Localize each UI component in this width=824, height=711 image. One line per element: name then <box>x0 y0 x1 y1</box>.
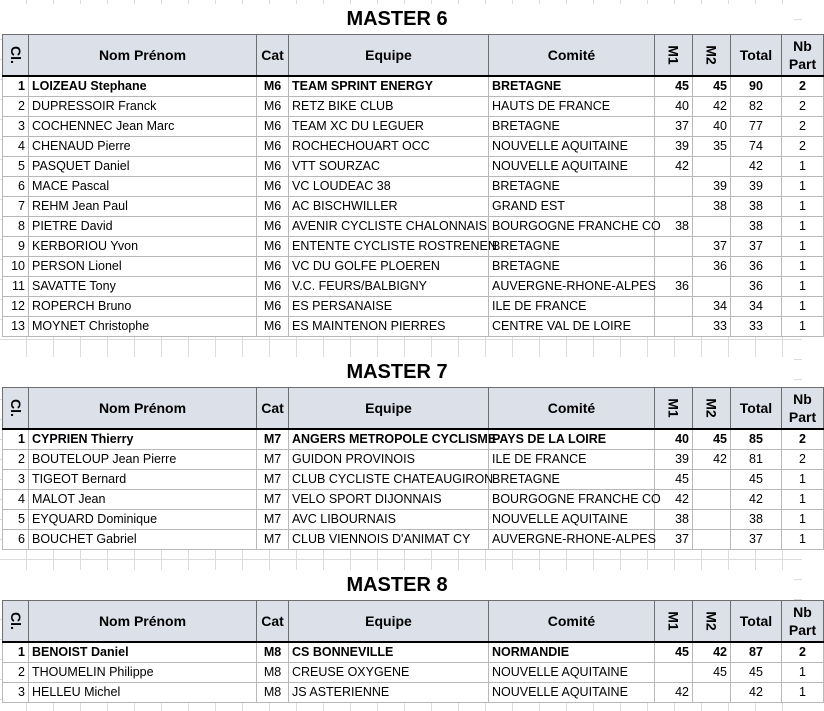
cell-m1[interactable]: 39 <box>655 137 693 157</box>
cell-nb-part[interactable]: 1 <box>782 490 824 510</box>
cell-committee[interactable]: NORMANDIE <box>489 642 655 663</box>
cell-nb-part[interactable]: 1 <box>782 683 824 703</box>
cell-name[interactable]: KERBORIOU Yvon <box>29 237 257 257</box>
cell-committee[interactable]: HAUTS DE FRANCE <box>489 97 655 117</box>
cell-cat[interactable]: M7 <box>257 510 289 530</box>
cell-m2[interactable]: 42 <box>693 97 731 117</box>
table-row <box>3 450 824 470</box>
cell-m1[interactable]: 40 <box>655 97 693 117</box>
cell-m2[interactable]: 39 <box>693 177 731 197</box>
header-m1-label: M1 <box>665 611 682 631</box>
cell-cat[interactable]: M6 <box>257 177 289 197</box>
header-name: Nom Prénom <box>29 601 257 643</box>
header-m2-label: M2 <box>703 398 720 418</box>
header-nb-part-line1: Nb <box>793 391 812 407</box>
cell-total[interactable]: 42 <box>731 683 782 703</box>
cell-m2[interactable]: 37 <box>693 237 731 257</box>
cell-total[interactable]: 36 <box>731 277 782 297</box>
cell-committee[interactable]: BRETAGNE <box>489 257 655 277</box>
cell-cat[interactable]: M6 <box>257 297 289 317</box>
cell-m1[interactable]: 45 <box>655 470 693 490</box>
cell-m2[interactable]: 42 <box>693 642 731 663</box>
header-cat: Cat <box>257 388 289 430</box>
cell-team[interactable]: ES PERSANAISE <box>289 297 489 317</box>
cell-rank[interactable]: 6 <box>3 177 29 197</box>
cell-team[interactable]: AC BISCHWILLER <box>289 197 489 217</box>
cell-m1[interactable] <box>655 297 693 317</box>
header-team: Equipe <box>289 388 489 430</box>
cell-m2[interactable]: 34 <box>693 297 731 317</box>
cell-committee[interactable]: BRETAGNE <box>489 237 655 257</box>
cell-team[interactable]: VELO SPORT DIJONNAIS <box>289 490 489 510</box>
cell-total[interactable]: 34 <box>731 297 782 317</box>
cell-team[interactable]: V.C. FEURS/BALBIGNY <box>289 277 489 297</box>
cell-nb-part[interactable]: 2 <box>782 76 824 97</box>
cell-cat[interactable]: M7 <box>257 450 289 470</box>
header-nb-part-line2: Part <box>788 56 817 72</box>
cell-team[interactable]: GUIDON PROVINOIS <box>289 450 489 470</box>
cell-nb-part[interactable]: 2 <box>782 429 824 450</box>
cell-team[interactable]: ENTENTE CYCLISTE ROSTRENEN <box>289 237 489 257</box>
header-m1-label: M1 <box>665 398 682 418</box>
cell-name[interactable]: MACE Pascal <box>29 177 257 197</box>
header-rank <box>3 388 29 430</box>
cell-m1[interactable] <box>655 237 693 257</box>
cell-committee[interactable]: BRETAGNE <box>489 117 655 137</box>
cell-total[interactable]: 36 <box>731 257 782 277</box>
cell-cat[interactable]: M8 <box>257 663 289 683</box>
table-row <box>3 197 824 217</box>
cell-rank[interactable]: 9 <box>3 237 29 257</box>
cell-m2[interactable]: 45 <box>693 76 731 97</box>
cell-name[interactable]: PIETRE David <box>29 217 257 237</box>
cell-rank[interactable]: 6 <box>3 530 29 550</box>
cell-cat[interactable]: M6 <box>257 97 289 117</box>
header-name: Nom Prénom <box>29 35 257 77</box>
cell-total[interactable]: 85 <box>731 429 782 450</box>
cell-total[interactable]: 39 <box>731 177 782 197</box>
cell-name[interactable]: HELLEU Michel <box>29 683 257 703</box>
table-row <box>3 257 824 277</box>
cell-m1[interactable] <box>655 663 693 683</box>
cell-m1[interactable]: 40 <box>655 429 693 450</box>
cell-nb-part[interactable]: 2 <box>782 450 824 470</box>
cell-committee[interactable]: ILE DE FRANCE <box>489 450 655 470</box>
cell-cat[interactable]: M7 <box>257 470 289 490</box>
cell-rank[interactable]: 11 <box>3 277 29 297</box>
cell-rank[interactable]: 4 <box>3 490 29 510</box>
cell-team[interactable]: ANGERS METROPOLE CYCLISME <box>289 429 489 450</box>
cell-total[interactable]: 90 <box>731 76 782 97</box>
cell-m1[interactable]: 42 <box>655 157 693 177</box>
cell-nb-part[interactable]: 2 <box>782 117 824 137</box>
header-cat: Cat <box>257 601 289 643</box>
cell-committee[interactable]: NOUVELLE AQUITAINE <box>489 663 655 683</box>
cell-team[interactable]: AVENIR CYCLISTE CHALONNAIS <box>289 217 489 237</box>
cell-m1[interactable]: 45 <box>655 76 693 97</box>
cell-committee[interactable]: ILE DE FRANCE <box>489 297 655 317</box>
cell-cat[interactable]: M8 <box>257 683 289 703</box>
cell-total[interactable]: 87 <box>731 642 782 663</box>
cell-team[interactable]: CLUB VIENNOIS D'ANIMAT CY <box>289 530 489 550</box>
cell-nb-part[interactable]: 1 <box>782 177 824 197</box>
cell-total[interactable]: 42 <box>731 490 782 510</box>
cell-m1[interactable]: 37 <box>655 530 693 550</box>
cell-total[interactable]: 33 <box>731 317 782 337</box>
header-nb-part-line1: Nb <box>793 38 812 54</box>
table-row <box>3 217 824 237</box>
cell-rank[interactable]: 4 <box>3 137 29 157</box>
cell-cat[interactable]: M6 <box>257 257 289 277</box>
table-row <box>3 97 824 117</box>
table-header-row <box>3 35 824 77</box>
cell-name[interactable]: ROPERCH Bruno <box>29 297 257 317</box>
cell-cat[interactable]: M6 <box>257 197 289 217</box>
cell-nb-part[interactable]: 2 <box>782 97 824 117</box>
cell-total[interactable]: 82 <box>731 97 782 117</box>
table-row <box>3 177 824 197</box>
cell-m2[interactable] <box>693 217 731 237</box>
cell-team[interactable]: TEAM SPRINT ENERGY <box>289 76 489 97</box>
cell-rank[interactable]: 1 <box>3 642 29 663</box>
header-nb-part-line1: Nb <box>793 604 812 620</box>
section-title: MASTER 6 <box>0 4 794 34</box>
table-row <box>3 683 824 703</box>
cell-m1[interactable]: 36 <box>655 277 693 297</box>
cell-team[interactable]: RETZ BIKE CLUB <box>289 97 489 117</box>
cell-name[interactable]: MALOT Jean <box>29 490 257 510</box>
cell-rank[interactable]: 10 <box>3 257 29 277</box>
cell-m2[interactable] <box>693 510 731 530</box>
table-row <box>3 237 824 257</box>
cell-committee[interactable]: BOURGOGNE FRANCHE CO <box>489 217 655 237</box>
header-name: Nom Prénom <box>29 388 257 430</box>
cell-name[interactable]: LOIZEAU Stephane <box>29 76 257 97</box>
cell-cat[interactable]: M6 <box>257 117 289 137</box>
header-total: Total <box>731 601 782 643</box>
cell-team[interactable]: CREUSE OXYGENE <box>289 663 489 683</box>
header-m2 <box>693 35 731 77</box>
header-nb-part <box>782 35 824 77</box>
cell-name[interactable]: BOUTELOUP Jean Pierre <box>29 450 257 470</box>
cell-total[interactable]: 81 <box>731 450 782 470</box>
cell-total[interactable]: 37 <box>731 237 782 257</box>
cell-name[interactable]: BOUCHET Gabriel <box>29 530 257 550</box>
cell-rank[interactable]: 7 <box>3 197 29 217</box>
cell-cat[interactable]: M6 <box>257 237 289 257</box>
cell-total[interactable]: 37 <box>731 530 782 550</box>
cell-nb-part[interactable]: 1 <box>782 157 824 177</box>
cell-nb-part[interactable]: 1 <box>782 663 824 683</box>
cell-m1[interactable] <box>655 257 693 277</box>
cell-name[interactable]: PERSON Lionel <box>29 257 257 277</box>
cell-team[interactable]: ROCHECHOUART OCC <box>289 137 489 157</box>
cell-name[interactable]: THOUMELIN Philippe <box>29 663 257 683</box>
cell-total[interactable]: 42 <box>731 157 782 177</box>
cell-committee[interactable]: GRAND EST <box>489 197 655 217</box>
cell-cat[interactable]: M7 <box>257 490 289 510</box>
section-title: MASTER 7 <box>0 357 794 387</box>
table-header-row <box>3 601 824 643</box>
cell-nb-part[interactable]: 1 <box>782 470 824 490</box>
table-row <box>3 317 824 337</box>
cell-committee[interactable]: NOUVELLE AQUITAINE <box>489 683 655 703</box>
cell-rank[interactable]: 5 <box>3 157 29 177</box>
cell-cat[interactable]: M6 <box>257 317 289 337</box>
cell-m2[interactable]: 38 <box>693 197 731 217</box>
cell-m1[interactable] <box>655 197 693 217</box>
cell-name[interactable]: PASQUET Daniel <box>29 157 257 177</box>
cell-nb-part[interactable]: 1 <box>782 257 824 277</box>
cell-team[interactable]: JS ASTERIENNE <box>289 683 489 703</box>
cell-total[interactable]: 77 <box>731 117 782 137</box>
cell-nb-part[interactable]: 1 <box>782 297 824 317</box>
header-m2 <box>693 601 731 643</box>
cell-cat[interactable]: M6 <box>257 277 289 297</box>
header-rank <box>3 601 29 643</box>
header-rank-label: Cl. <box>7 399 24 417</box>
cell-m1[interactable]: 45 <box>655 642 693 663</box>
cell-team[interactable]: VC LOUDEAC 38 <box>289 177 489 197</box>
cell-rank[interactable]: 1 <box>3 76 29 97</box>
cell-m2[interactable] <box>693 490 731 510</box>
cell-name[interactable]: DUPRESSOIR Franck <box>29 97 257 117</box>
cell-committee[interactable]: BRETAGNE <box>489 470 655 490</box>
header-m1 <box>655 35 693 77</box>
header-m2-label: M2 <box>703 611 720 631</box>
header-m1 <box>655 388 693 430</box>
header-m1-label: M1 <box>665 45 682 65</box>
cell-m2[interactable]: 33 <box>693 317 731 337</box>
header-total: Total <box>731 388 782 430</box>
header-rank-label: Cl. <box>7 46 24 64</box>
cell-name[interactable]: CYPRIEN Thierry <box>29 429 257 450</box>
table-row <box>3 297 824 317</box>
results-table <box>2 34 824 337</box>
header-nb-part <box>782 388 824 430</box>
cell-team[interactable]: CLUB CYCLISTE CHATEAUGIRON <box>289 470 489 490</box>
cell-total[interactable]: 45 <box>731 470 782 490</box>
table-row <box>3 429 824 450</box>
cell-nb-part[interactable]: 2 <box>782 642 824 663</box>
cell-m2[interactable]: 45 <box>693 663 731 683</box>
cell-rank[interactable]: 3 <box>3 683 29 703</box>
cell-name[interactable]: REHM Jean Paul <box>29 197 257 217</box>
cell-nb-part[interactable]: 1 <box>782 237 824 257</box>
cell-name[interactable]: COCHENNEC Jean Marc <box>29 117 257 137</box>
header-nb-part-line2: Part <box>788 409 817 425</box>
cell-rank[interactable]: 5 <box>3 510 29 530</box>
cell-total[interactable]: 38 <box>731 197 782 217</box>
cell-committee[interactable]: CENTRE VAL DE LOIRE <box>489 317 655 337</box>
cell-m2[interactable] <box>693 470 731 490</box>
cell-cat[interactable]: M7 <box>257 429 289 450</box>
table-row <box>3 530 824 550</box>
cell-name[interactable]: BENOIST Daniel <box>29 642 257 663</box>
header-committee: Comité <box>489 388 655 430</box>
cell-committee[interactable]: BRETAGNE <box>489 76 655 97</box>
cell-nb-part[interactable]: 1 <box>782 197 824 217</box>
cell-team[interactable]: VC DU GOLFE PLOEREN <box>289 257 489 277</box>
table-row <box>3 470 824 490</box>
table-row <box>3 277 824 297</box>
cell-team[interactable]: VTT SOURZAC <box>289 157 489 177</box>
header-committee: Comité <box>489 601 655 643</box>
cell-m1[interactable]: 37 <box>655 117 693 137</box>
header-team: Equipe <box>289 601 489 643</box>
cell-rank[interactable]: 2 <box>3 663 29 683</box>
cell-cat[interactable]: M6 <box>257 137 289 157</box>
cell-nb-part[interactable]: 1 <box>782 510 824 530</box>
header-m1 <box>655 601 693 643</box>
cell-m2[interactable]: 35 <box>693 137 731 157</box>
table-row <box>3 490 824 510</box>
table-row <box>3 76 824 97</box>
cell-nb-part[interactable]: 1 <box>782 317 824 337</box>
cell-rank[interactable]: 12 <box>3 297 29 317</box>
cell-cat[interactable]: M7 <box>257 530 289 550</box>
cell-committee[interactable]: AUVERGNE-RHONE-ALPES <box>489 530 655 550</box>
cell-committee[interactable]: BRETAGNE <box>489 177 655 197</box>
header-cat: Cat <box>257 35 289 77</box>
cell-m2[interactable]: 40 <box>693 117 731 137</box>
cell-name[interactable]: EYQUARD Dominique <box>29 510 257 530</box>
cell-nb-part[interactable]: 1 <box>782 530 824 550</box>
results-table <box>2 600 824 703</box>
header-nb-part <box>782 601 824 643</box>
cell-team[interactable]: ES MAINTENON PIERRES <box>289 317 489 337</box>
cell-m1[interactable]: 38 <box>655 217 693 237</box>
table-row <box>3 663 824 683</box>
cell-cat[interactable]: M6 <box>257 217 289 237</box>
cell-total[interactable]: 38 <box>731 217 782 237</box>
cell-cat[interactable]: M8 <box>257 642 289 663</box>
cell-committee[interactable]: BOURGOGNE FRANCHE CO <box>489 490 655 510</box>
cell-committee[interactable]: NOUVELLE AQUITAINE <box>489 157 655 177</box>
cell-rank[interactable]: 2 <box>3 97 29 117</box>
cell-committee[interactable]: NOUVELLE AQUITAINE <box>489 510 655 530</box>
cell-m1[interactable] <box>655 317 693 337</box>
cell-team[interactable]: TEAM XC DU LEGUER <box>289 117 489 137</box>
cell-m1[interactable] <box>655 177 693 197</box>
table-row <box>3 157 824 177</box>
cell-rank[interactable]: 2 <box>3 450 29 470</box>
cell-name[interactable]: SAVATTE Tony <box>29 277 257 297</box>
cell-committee[interactable]: NOUVELLE AQUITAINE <box>489 137 655 157</box>
cell-m2[interactable]: 36 <box>693 257 731 277</box>
cell-m2[interactable] <box>693 683 731 703</box>
header-m2 <box>693 388 731 430</box>
header-committee: Comité <box>489 35 655 77</box>
header-m2-label: M2 <box>703 45 720 65</box>
cell-m2[interactable] <box>693 157 731 177</box>
table-row <box>3 117 824 137</box>
cell-m1[interactable]: 42 <box>655 490 693 510</box>
cell-m1[interactable]: 38 <box>655 510 693 530</box>
cell-name[interactable]: TIGEOT Bernard <box>29 470 257 490</box>
cell-nb-part[interactable]: 2 <box>782 137 824 157</box>
cell-cat[interactable]: M6 <box>257 157 289 177</box>
cell-nb-part[interactable]: 1 <box>782 217 824 237</box>
cell-m2[interactable] <box>693 530 731 550</box>
cell-rank[interactable]: 3 <box>3 470 29 490</box>
header-nb-part-line2: Part <box>788 622 817 638</box>
table-header-row <box>3 388 824 430</box>
cell-m2[interactable] <box>693 277 731 297</box>
table-row <box>3 137 824 157</box>
cell-committee[interactable]: AUVERGNE-RHONE-ALPES <box>489 277 655 297</box>
cell-nb-part[interactable]: 1 <box>782 277 824 297</box>
cell-rank[interactable]: 8 <box>3 217 29 237</box>
cell-name[interactable]: MOYNET Christophe <box>29 317 257 337</box>
section-title: MASTER 8 <box>0 570 794 600</box>
results-table <box>2 387 824 550</box>
table-row <box>3 510 824 530</box>
cell-m1[interactable]: 39 <box>655 450 693 470</box>
cell-committee[interactable]: PAYS DE LA LOIRE <box>489 429 655 450</box>
cell-m2[interactable]: 42 <box>693 450 731 470</box>
cell-name[interactable]: CHENAUD Pierre <box>29 137 257 157</box>
cell-rank[interactable]: 13 <box>3 317 29 337</box>
table-row <box>3 642 824 663</box>
cell-m1[interactable]: 42 <box>655 683 693 703</box>
header-total: Total <box>731 35 782 77</box>
cell-m2[interactable]: 45 <box>693 429 731 450</box>
cell-rank[interactable]: 3 <box>3 117 29 137</box>
cell-rank[interactable]: 1 <box>3 429 29 450</box>
cell-team[interactable]: CS BONNEVILLE <box>289 642 489 663</box>
cell-total[interactable]: 45 <box>731 663 782 683</box>
cell-total[interactable]: 38 <box>731 510 782 530</box>
header-team: Equipe <box>289 35 489 77</box>
cell-team[interactable]: AVC LIBOURNAIS <box>289 510 489 530</box>
header-rank <box>3 35 29 77</box>
cell-cat[interactable]: M6 <box>257 76 289 97</box>
header-rank-label: Cl. <box>7 612 24 630</box>
cell-total[interactable]: 74 <box>731 137 782 157</box>
